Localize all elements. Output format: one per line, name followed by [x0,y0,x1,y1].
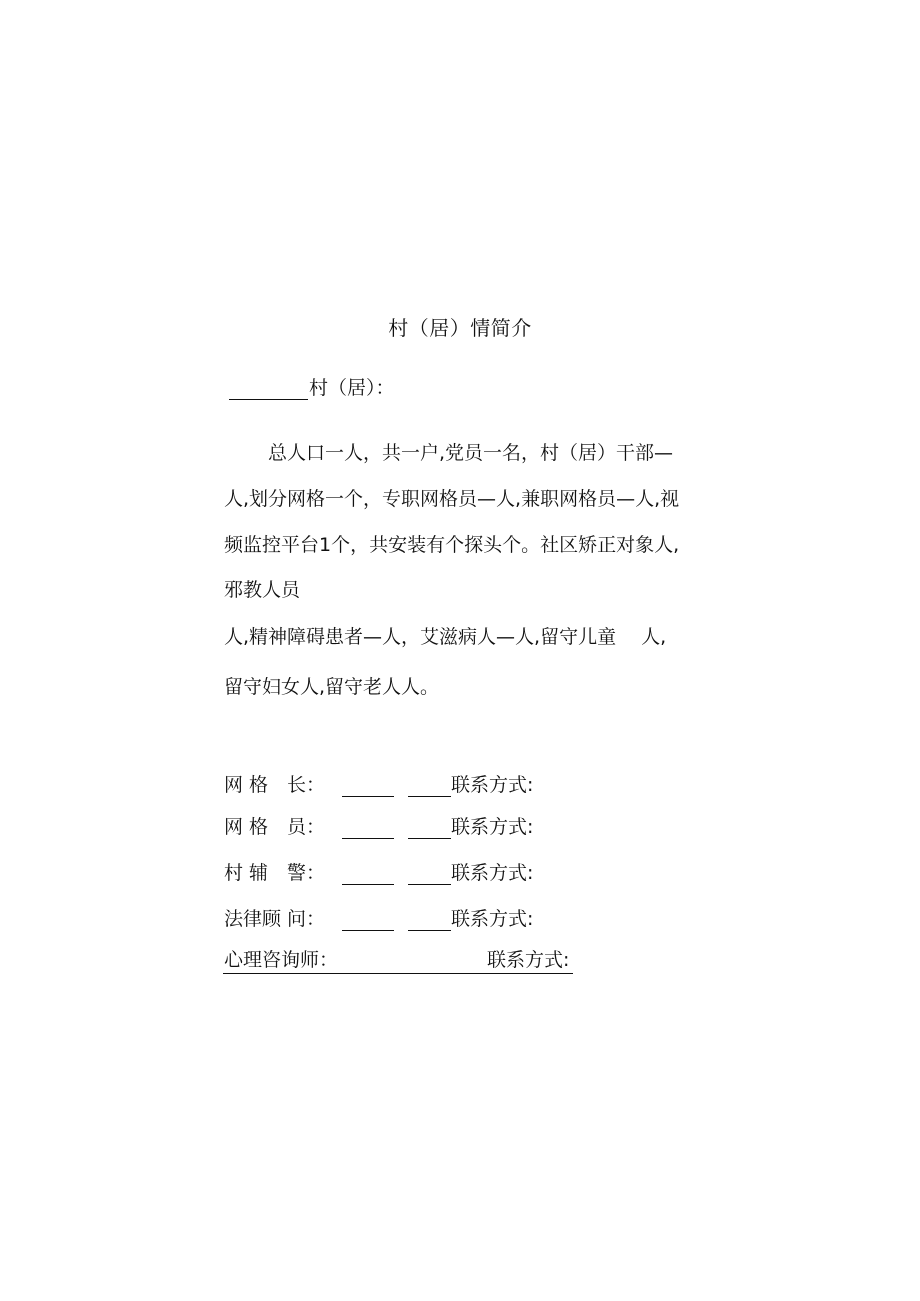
contact-label: 村 辅 警： [224,862,326,884]
contact-label: 法律顾 问： [224,908,326,930]
village-label: 村（居）： [309,377,395,399]
contact-label: 网 格 长： [224,774,326,796]
village-name-line [229,373,395,400]
paragraph-line: 总人口一人，共一户,党员一名，村（居）干部— [268,442,674,464]
contact-row-village-police [224,861,533,885]
paragraph-line: 人,精神障碍患者—人，艾滋病人—人,留守儿童 人, [224,626,667,648]
name-blank [342,818,394,839]
contact-suffix: 联系方式: [487,949,570,971]
contact-row-grid-member [224,815,533,839]
contact-label: 心理咨询师： [224,949,339,971]
paragraph-line: 留守妇女人,留守老人人。 [224,676,440,698]
name-blank [342,910,394,931]
contact-row-legal-advisor [224,907,533,931]
paragraph-line: 人,划分网格一个，专职网格员—人,兼职网格员—人,视 [224,488,680,510]
paragraph-line: 频监控平台1个，共安装有个探头个。社区矫正对象人, [224,534,680,556]
phone-blank [408,910,451,931]
paragraph-line: 邪教人员 [224,579,301,601]
counselor-underline [223,973,573,974]
phone-blank [408,864,451,885]
contact-suffix: 联系方式: [451,908,534,930]
document-title: 村（居）情简介 [388,316,532,340]
contact-label: 网 格 员： [224,816,326,838]
phone-blank [408,776,451,797]
contact-suffix: 联系方式: [451,862,534,884]
name-blank [342,776,394,797]
contact-row-counselor [224,948,569,972]
contact-suffix: 联系方式: [451,816,534,838]
village-name-blank [229,377,308,400]
phone-blank [408,818,451,839]
contact-suffix: 联系方式: [451,774,534,796]
name-blank [342,864,394,885]
contact-row-grid-leader [224,773,533,797]
